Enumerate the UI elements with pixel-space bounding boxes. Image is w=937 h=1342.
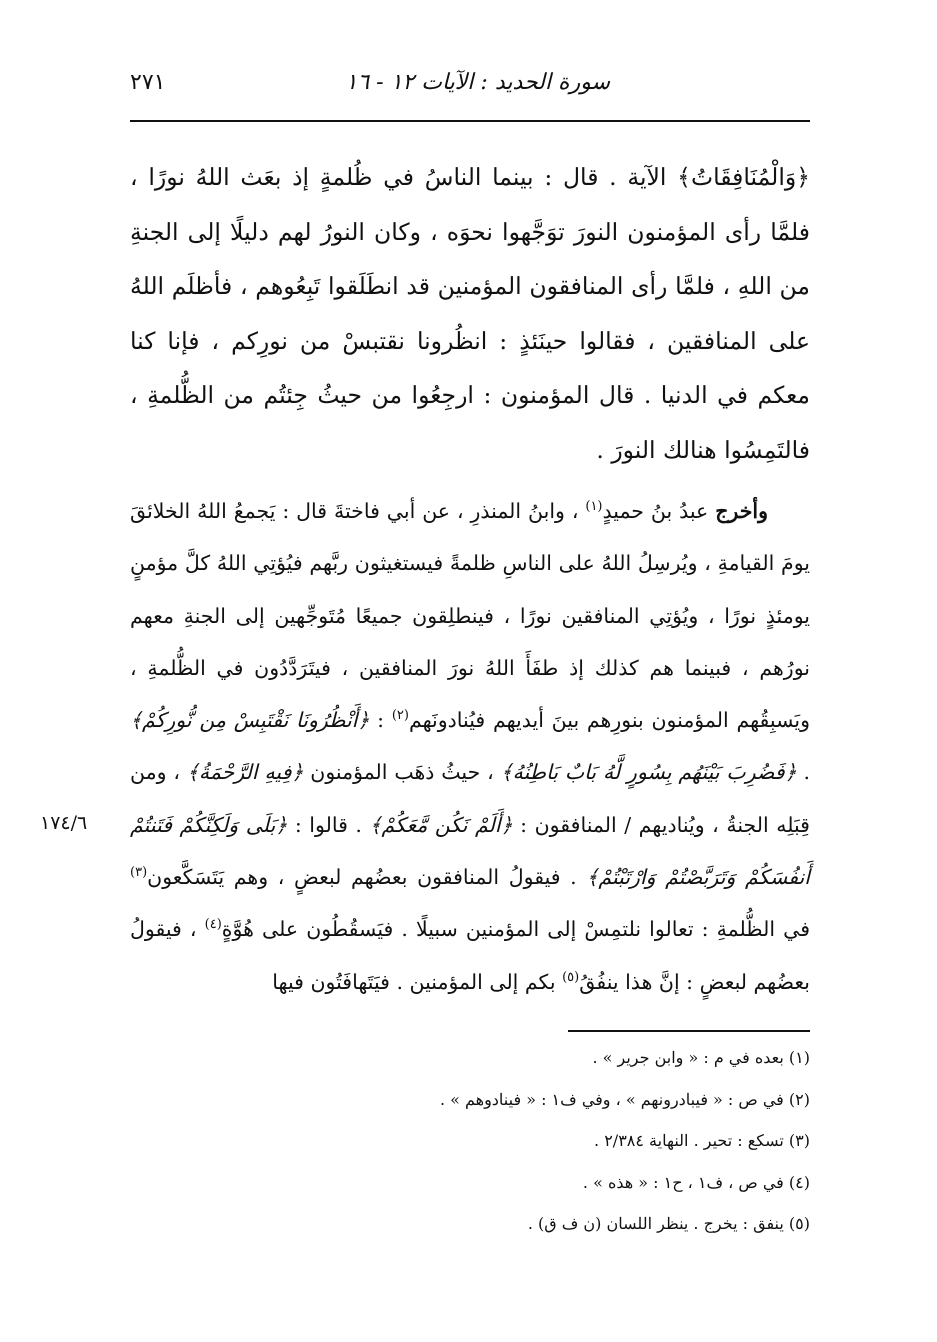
text-segment: في الظُّلمةِ : تعالوا نلتمِسْ إلى المؤمنين سبيلًا . فيَسقُطُون على هُوَّةٍ bbox=[221, 917, 810, 942]
text-segment: عبدُ بنُ حميدٍ bbox=[602, 499, 716, 523]
text-segment: . bbox=[796, 760, 810, 785]
text-segment: . قالوا : bbox=[287, 812, 370, 837]
text-segment: ، فيقولُ بعضُهم لبعضٍ : إنَّ هذا ينفُقُ bbox=[130, 917, 810, 994]
footnote-2: (٢) في ص : « فيبادرونهم » ، وفي ف١ : « فينادوهم » . bbox=[439, 1089, 810, 1109]
footnote-4: (٤) في ص ، ف١ ، ح١ : « هذه » . bbox=[582, 1172, 810, 1192]
quran-quote: ﴿بَلَى وَلَكِنَّكُمْ فَتَنتُمْ أَنفُسَكُمْ وَتَرَبَّصْتُمْ وَارْتَبْتُمْ﴾ bbox=[130, 812, 811, 890]
footnotes bbox=[130, 1048, 810, 1256]
footnote-ref-5[interactable]: (٥) bbox=[562, 969, 580, 985]
text-segment: ، ومن قِبَلِه الجنةُ ، ويُناديهم / المنافقون : bbox=[130, 760, 810, 837]
text-segment: ، حيثُ ذهَب المؤمنون bbox=[303, 760, 501, 785]
header-rule bbox=[130, 120, 810, 122]
header-title: سورة الحديد : الآيات ١٢ - ١٦ bbox=[345, 70, 610, 95]
text-segment: بكم إلى المؤمنين . فيَتَهافَتُون فيها bbox=[272, 969, 563, 994]
quran-quote: ﴿فَضُرِبَ بَيْنَهُم بِسُورٍ لَّهُ بَابٌ بَاطِنُهُ﴾ bbox=[500, 760, 797, 785]
footnote-ref-1[interactable]: (١) bbox=[585, 499, 603, 515]
text-segment: : bbox=[369, 708, 392, 733]
footnote-1: (١) بعده في م : « وابن جرير » . bbox=[592, 1048, 810, 1067]
quran-quote: ﴿أَلَمْ نَكُن مَّعَكُمْ﴾ bbox=[369, 812, 513, 837]
page-number: ٢٧١ bbox=[130, 70, 166, 95]
footnote-ref-2[interactable]: (٢) bbox=[391, 708, 409, 724]
quran-quote: ﴿فِيهِ الرَّحْمَةُ﴾ bbox=[186, 760, 304, 785]
paragraph-2 bbox=[130, 485, 810, 1008]
running-header bbox=[130, 66, 810, 106]
footnote-ref-3[interactable]: (٣) bbox=[130, 865, 148, 881]
footnote-ref-4[interactable]: (٤) bbox=[204, 917, 222, 933]
paragraph-lead-word: وأخرج bbox=[715, 499, 768, 523]
text-segment: . فيقولُ المنافقون بعضُهم لبعضٍ ، وهم يَتَسَكَّعون bbox=[147, 865, 587, 890]
quran-quote: ﴿أَنْظُرُونَا نَقْتَبِسْ مِن نُّورِكُمْ﴾ bbox=[130, 708, 370, 733]
main-text bbox=[130, 150, 810, 1008]
footnote-3: (٣) تسكع : تحير . النهاية ٢/٣٨٤ . bbox=[594, 1131, 810, 1150]
footnote-5: (٥) ينفق : يخرج . ينظر اللسان (ن ف ق) . bbox=[527, 1214, 810, 1233]
footnote-separator bbox=[568, 1030, 810, 1032]
paragraph-1: ﴿وَالْمُنَافِقَاتُ﴾ الآية . قال : بينما الناسُ في ظُلمةٍ إذ بعَث اللهُ نورًا ، فلمَّا رأى المؤمنون النورَ توَجَّهوا نحوَه ، وكان النورُ لهم دليلًا إلى الجنةِ من اللهِ ، فلمَّا رأى المنافقون المؤمنين قد انطَلَقوا تَبِعُوهم ، فأظلَم اللهُ على المنافقين ، فقالوا حينَئذٍ : انظُرونا نقتبسْ من نورِكم ، فإنا كنا معكم في الدنيا . قال المؤمنون : ارجِعُوا من حيثُ جِئتُم من الظُّلمةِ ، فالتَمِسُوا هنالك النورَ . bbox=[130, 163, 810, 464]
margin-reference: ١٧٤/٦ bbox=[40, 812, 88, 834]
text-segment: ، وابنُ المنذرِ ، عن أبي فاختةَ قال : يَجمعُ اللهُ الخلائقَ يومَ القيامةِ ، ويُرسِلُ اللهُ على الناسِ ظلمةً فيستغيثون ربَّهم فيُؤتِي اللهُ كلَّ مؤمنٍ يومئذٍ نورًا ، ويُؤتِي المنافقين نورًا ، فينطلِقون جميعًا مُتَوجِّهين إلى الجنةِ معهم نورُهم ، فبينما هم كذلك إذ طفَأَ اللهُ نورَ المنافقين ، فيتَرَدَّدُون في الظُّلمةِ ، ويَسبِقُهم المؤمنون بنورِهم بينَ أيديهم فيُنادونَهم bbox=[130, 499, 810, 733]
